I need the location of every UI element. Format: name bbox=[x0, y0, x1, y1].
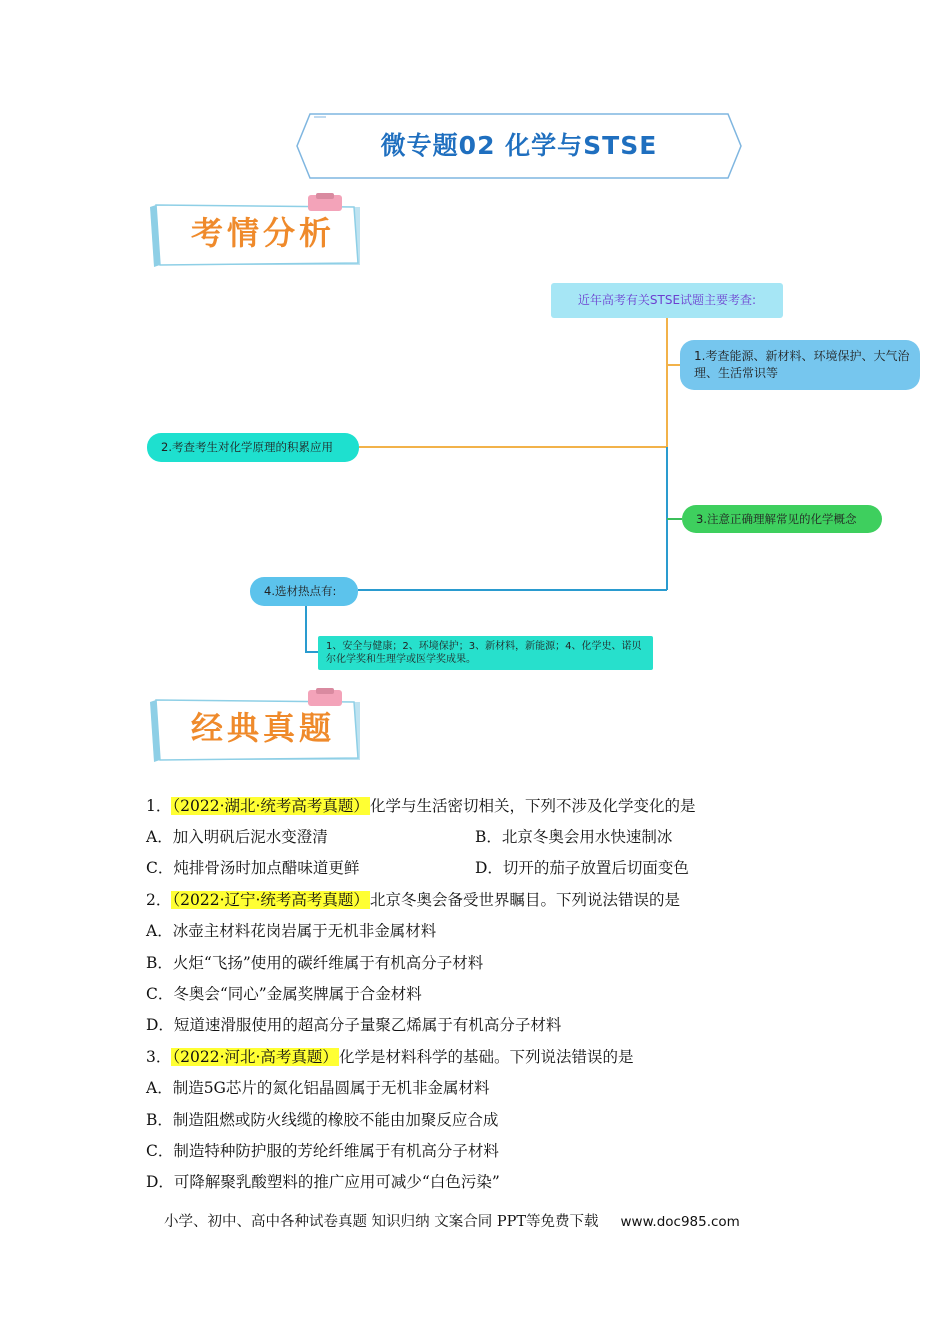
question-1-stem bbox=[146, 796, 695, 816]
question-source: （2022·湖北·统考高考真题） bbox=[172, 797, 369, 815]
mindmap-node-4: 4.选材热点有: bbox=[250, 577, 358, 606]
option-a: A．制造5G芯片的氮化铝晶圆属于无机非金属材料 bbox=[146, 1079, 490, 1097]
question-number: 3． bbox=[146, 1048, 172, 1066]
option-d: D．切开的茄子放置后切面变色 bbox=[475, 859, 689, 877]
option-c: C．炖排骨汤时加点醋味道更鲜 bbox=[146, 859, 360, 877]
option-d: D．可降解聚乳酸塑料的推广应用可减少“白色污染” bbox=[146, 1173, 500, 1191]
option-a: A．加入明矾后泥水变澄清 bbox=[146, 828, 328, 846]
option-b: B．制造阻燃或防火线缆的橡胶不能由加聚反应合成 bbox=[146, 1111, 499, 1129]
question-text: 北京冬奥会备受世界瞩目。下列说法错误的是 bbox=[369, 891, 680, 909]
question-number: 1． bbox=[146, 797, 172, 815]
question-2-stem bbox=[146, 890, 680, 910]
mindmap-node-3: 3.注意正确理解常见的化学概念 bbox=[682, 505, 882, 533]
option-d: D．短道速滑服使用的超高分子量聚乙烯属于有机高分子材料 bbox=[146, 1016, 562, 1034]
question-3-stem bbox=[146, 1047, 633, 1067]
option-b: B．北京冬奥会用水快速制冰 bbox=[475, 828, 673, 846]
footer-text: 小学、初中、高中各种试卷真题 知识归纳 文案合同 PPT等免费下载 bbox=[164, 1214, 599, 1230]
page-footer bbox=[164, 1212, 740, 1232]
section-tag-classic bbox=[146, 688, 364, 764]
option-a: A．冰壶主材料花岗岩属于无机非金属材料 bbox=[146, 922, 437, 940]
option-c: C．制造特种防护服的芳纶纤维属于有机高分子材料 bbox=[146, 1142, 499, 1160]
mindmap-node-4-1: 1、安全与健康；2、环境保护；3、新材料，新能源；4、化学史、诺贝尔化学奖和生理学或医学奖成果。 bbox=[318, 636, 653, 670]
section-title-analysis: 考情分析 bbox=[190, 214, 335, 252]
question-source: （2022·辽宁·统考高考真题） bbox=[172, 891, 369, 909]
option-c: C．冬奥会“同心”金属奖牌属于合金材料 bbox=[146, 985, 422, 1003]
option-b: B．火炬“飞扬”使用的碳纤维属于有机高分子材料 bbox=[146, 954, 484, 972]
mindmap-node-2: 2.考查考生对化学原理的积累应用 bbox=[147, 433, 359, 462]
question-number: 2． bbox=[146, 891, 172, 909]
mindmap-node-1: 1.考查能源、新材料、环境保护、大气治理、生活常识等 bbox=[680, 340, 920, 390]
question-source: （2022·河北·高考真题） bbox=[172, 1048, 338, 1066]
question-text: 化学与生活密切相关，下列不涉及化学变化的是 bbox=[369, 797, 696, 815]
section-title-classic: 经典真题 bbox=[190, 709, 335, 747]
page-title: 微专题02 化学与STSE bbox=[380, 131, 658, 160]
mindmap-root-node: 近年高考有关STSE试题主要考查: bbox=[551, 283, 783, 318]
question-text: 化学是材料科学的基础。下列说法错误的是 bbox=[338, 1048, 634, 1066]
footer-site-link[interactable]: www.doc985.com bbox=[620, 1214, 740, 1230]
